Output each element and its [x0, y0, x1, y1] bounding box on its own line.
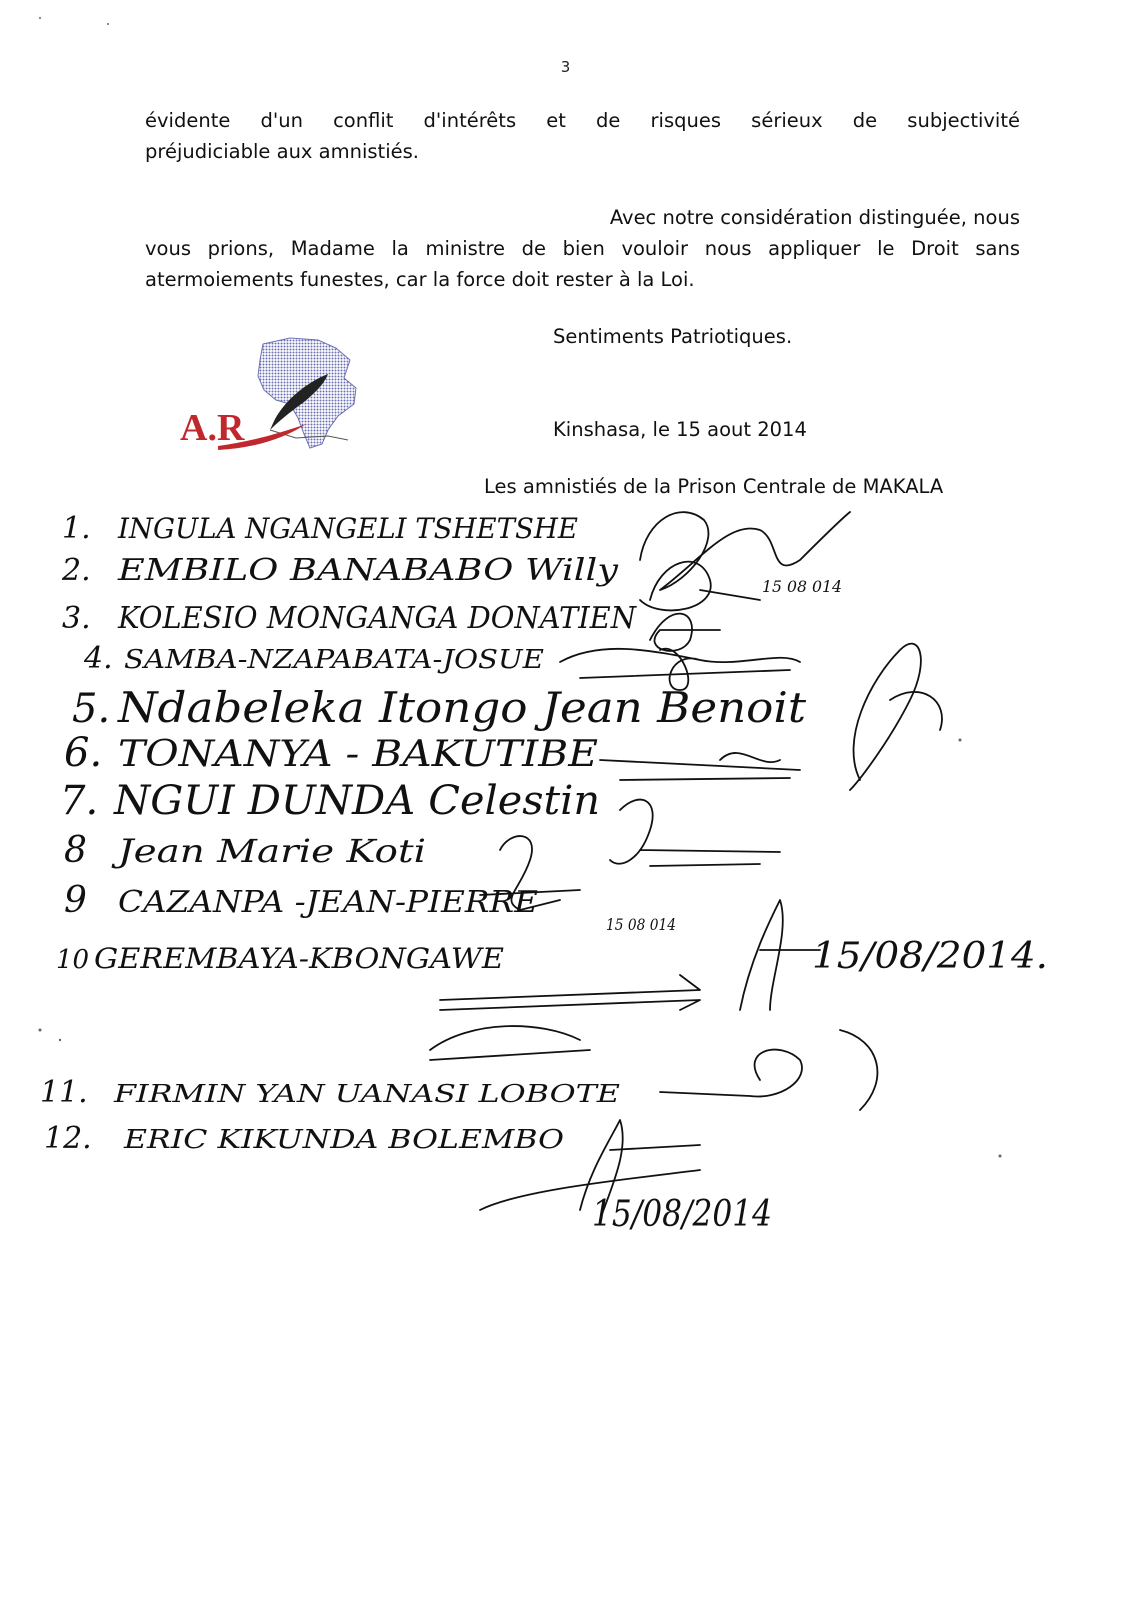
paragraph-2-line-1: Avec notre considération distinguée, nous — [609, 206, 1020, 229]
list-item-number: 10 — [56, 945, 90, 975]
page-number: 3 — [560, 58, 571, 76]
paragraph-2-line-2: vous prions, Madame la ministre de bien vouloir nous appliquer le Droit sans — [145, 237, 1020, 260]
list-item-name: Ndabeleka Itongo Jean Benoit — [116, 683, 807, 732]
list-item-name: SAMBA-NZAPABATA-JOSUE — [124, 645, 545, 675]
handwritten-date: 15 08 014 — [606, 915, 676, 934]
list-item-number: 3. — [62, 601, 91, 636]
list-item-name: KOLESIO MONGANGA DONATIEN — [117, 601, 638, 636]
ar-logo — [178, 330, 378, 470]
handwritten-date: 15/08/2014 — [592, 1194, 772, 1235]
list-item-name: GEREMBAYA-KBONGAWE — [94, 942, 505, 975]
list-item-name: FIRMIN YAN UANASI LOBOTE — [112, 1080, 621, 1108]
list-item-number: 8 — [64, 830, 87, 871]
list-item-name: EMBILO BANABABO Willy — [116, 553, 620, 588]
list-item-number: 7. — [60, 778, 99, 824]
list-item-name: Jean Marie Koti — [110, 832, 426, 870]
list-item-number: 6. — [64, 730, 103, 776]
list-item-number: 1. — [62, 511, 91, 546]
list-item-name: INGULA NGANGELI TSHETSHE — [117, 512, 579, 545]
list-item-number: 9 — [64, 880, 87, 921]
closing-salutation: Sentiments Patriotiques. — [553, 325, 793, 348]
signatories-heading: Les amnistiés de la Prison Centrale de MAKALA — [484, 475, 944, 498]
handwritten-date: 15 08 014 — [762, 577, 842, 596]
list-item-number: 4. — [84, 641, 113, 676]
paragraph-1-line-1: évidente d'un conflit d'intérêts et de risques sérieux de subjectivité — [145, 109, 1020, 132]
logo-text: A.R — [180, 407, 245, 449]
signatures — [430, 512, 942, 1220]
list-item-name: CAZANPA -JEAN-PIERRE — [118, 885, 539, 920]
paragraph-1-line-2: préjudiciable aux amnistiés. — [145, 140, 419, 163]
list-item-number: 5. — [72, 686, 111, 732]
list-item-number: 12. — [44, 1121, 92, 1156]
handwritten-date: 15/08/2014. — [812, 936, 1048, 977]
list-item-number: 2. — [62, 553, 91, 588]
list-item-name: NGUI DUNDA Celestin — [112, 778, 600, 824]
list-item-number: 11. — [40, 1075, 88, 1110]
place-date: Kinshasa, le 15 aout 2014 — [553, 418, 807, 441]
paragraph-2-line-3: atermoiements funestes, car la force doit rester à la Loi. — [145, 268, 695, 291]
list-item-name: TONANYA - BAKUTIBE — [118, 734, 598, 775]
list-item-name: ERIC KIKUNDA BOLEMBO — [122, 1125, 565, 1155]
